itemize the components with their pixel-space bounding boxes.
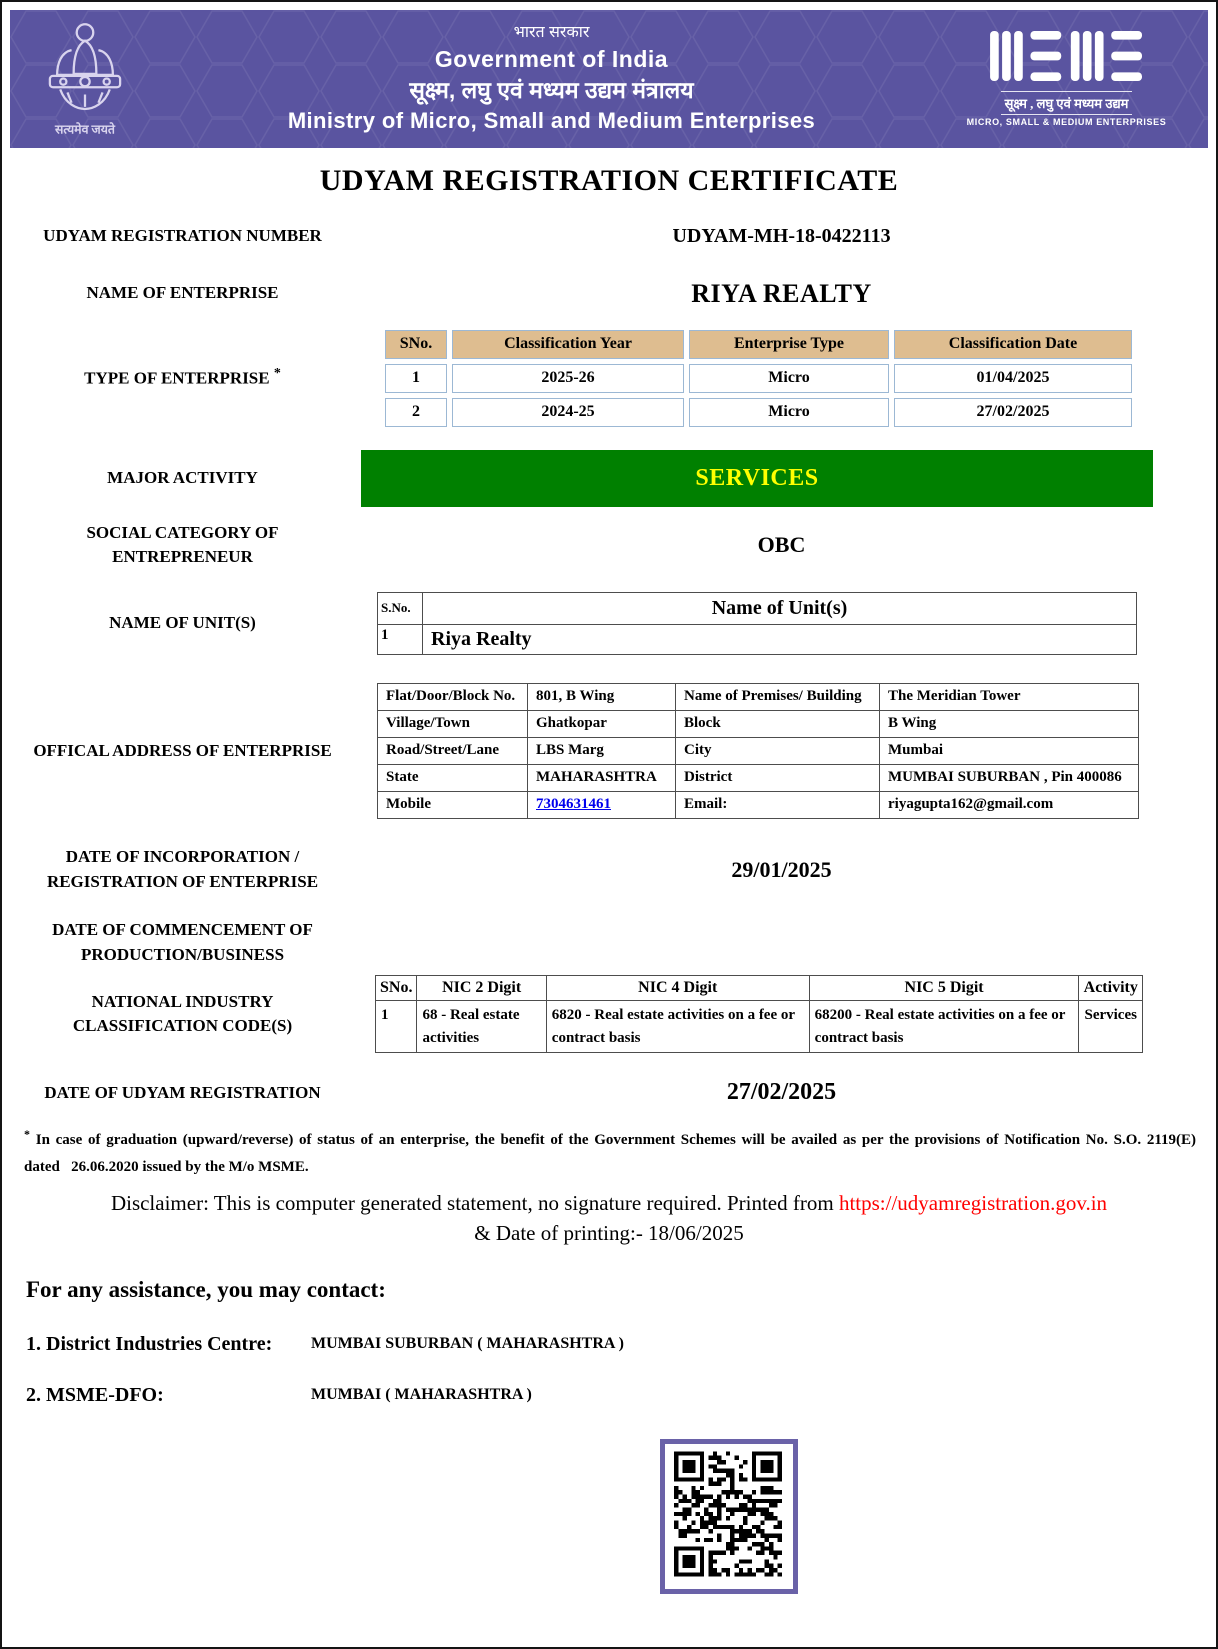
address-field-label: Village/Town bbox=[378, 710, 528, 737]
major-activity-label: MAJOR ACTIVITY bbox=[107, 467, 258, 487]
nic-header-cell: NIC 2 Digit bbox=[417, 976, 546, 1001]
units-row bbox=[378, 624, 1137, 654]
nic-cell: 6820 - Real estate activities on a fee or contract basis bbox=[546, 1001, 809, 1053]
address-field-label: Mobile bbox=[378, 791, 528, 818]
nic-cell: 68 - Real estate activities bbox=[417, 1001, 546, 1053]
header-hindi-government: भारत सरकार bbox=[513, 24, 590, 42]
header-hindi-ministry: सूक्ष्म, लघु एवं मध्यम उद्यम मंत्रालय bbox=[409, 76, 694, 103]
address-row bbox=[378, 683, 1139, 710]
address-field-value: 801, B Wing bbox=[528, 683, 676, 710]
classification-cell: 1 bbox=[385, 364, 447, 393]
nic-header-row bbox=[376, 976, 1143, 1001]
mobile-number-link[interactable]: 7304631461 bbox=[536, 796, 611, 813]
qr-code bbox=[660, 1439, 798, 1594]
classification-table bbox=[380, 325, 1137, 432]
units-cell: 1 bbox=[378, 624, 423, 654]
address-field-label: Block bbox=[676, 710, 880, 737]
urn-label: UDYAM REGISTRATION NUMBER bbox=[43, 226, 322, 245]
classification-cell: 01/04/2025 bbox=[894, 364, 1132, 393]
nic-cell: 68200 - Real estate activities on a fee or contract basis bbox=[809, 1001, 1079, 1053]
classification-cell: Micro bbox=[689, 398, 889, 427]
msme-dfo-label: 2. MSME-DFO: bbox=[26, 1383, 164, 1406]
address-field-label: Road/Street/Lane bbox=[378, 737, 528, 764]
msme-dfo-value: MUMBAI ( MAHARASHTRA ) bbox=[311, 1386, 532, 1404]
units-label: NAME OF UNIT(S) bbox=[109, 613, 256, 633]
address-field-label: City bbox=[676, 737, 880, 764]
qr-code-image bbox=[674, 1451, 782, 1577]
address-row bbox=[378, 791, 1139, 818]
type-of-enterprise-label: TYPE OF ENTERPRISE * bbox=[84, 366, 281, 389]
graduation-footnote: * In case of graduation (upward/reverse) of status of an enterprise, the benefit of the Government Schemes will be availed as per the provisions of Notification No. S.O. 2119(E) dated 26.06.2020 issued by the M/o MSME. bbox=[24, 1127, 1197, 1175]
social-category-value: OBC bbox=[757, 532, 806, 558]
district-industries-centre-value: MUMBAI SUBURBAN ( MAHARASHTRA ) bbox=[311, 1335, 624, 1353]
address-field-label: State bbox=[378, 764, 528, 791]
classification-cell: 27/02/2025 bbox=[894, 398, 1132, 427]
major-activity-value: SERVICES bbox=[695, 464, 819, 491]
classification-header-row bbox=[385, 330, 1132, 359]
nic-header-cell: SNo. bbox=[376, 976, 417, 1001]
classification-header-cell: SNo. bbox=[385, 330, 447, 359]
classification-header-cell: Classification Date bbox=[894, 330, 1132, 359]
enterprise-name-label: NAME OF ENTERPRISE bbox=[86, 283, 279, 303]
classification-cell: 2024-25 bbox=[452, 398, 684, 427]
disclaimer: Disclaimer: This is computer generated statement, no signature required. Printed from https://udyamregistration.gov.in & Date of printing:- 18/06/2025 bbox=[110, 1190, 1108, 1246]
urn-value: UDYAM-MH-18-0422113 bbox=[672, 224, 891, 247]
date-of-printing: & Date of printing:- 18/06/2025 bbox=[474, 1221, 744, 1246]
enterprise-name-value: RIYA REALTY bbox=[691, 278, 872, 308]
units-header-row bbox=[378, 592, 1137, 624]
address-field-label: Email: bbox=[676, 791, 880, 818]
address-field-value: The Meridian Tower bbox=[880, 683, 1139, 710]
nic-header-cell: NIC 5 Digit bbox=[809, 976, 1079, 1001]
classification-cell: 2025-26 bbox=[452, 364, 684, 393]
nic-label: NATIONAL INDUSTRY CLASSIFICATION CODE(S) bbox=[72, 991, 293, 1036]
udyam-registration-link[interactable]: https://udyamregistration.gov.in bbox=[838, 1190, 1108, 1215]
assistance-heading: For any assistance, you may contact: bbox=[26, 1276, 386, 1302]
header-ministry: Ministry of Micro, Small and Medium Enterprises bbox=[287, 108, 816, 133]
classification-header-cell: Classification Year bbox=[452, 330, 684, 359]
header-band bbox=[10, 10, 1208, 148]
address-row bbox=[378, 710, 1139, 737]
address-field-label: Name of Premises/ Building bbox=[676, 683, 880, 710]
certificate-title: UDYAM REGISTRATION CERTIFICATE bbox=[319, 164, 899, 197]
address-label: OFFICAL ADDRESS OF ENTERPRISE bbox=[33, 740, 332, 760]
address-table bbox=[377, 683, 1139, 819]
classification-cell: 2 bbox=[385, 398, 447, 427]
district-industries-centre-label: 1. District Industries Centre: bbox=[26, 1332, 273, 1355]
msme-logo-english: MICRO, SMALL & MEDIUM ENTERPRISES bbox=[966, 117, 1167, 127]
classification-header-cell: Enterprise Type bbox=[689, 330, 889, 359]
type-asterisk: * bbox=[273, 366, 281, 382]
emblem-motto: सत्यमेव जयते bbox=[55, 122, 115, 137]
address-row bbox=[378, 764, 1139, 791]
classification-row bbox=[385, 398, 1132, 427]
classification-row bbox=[385, 364, 1132, 393]
msme-logo bbox=[943, 31, 1208, 127]
msme-logo-hindi: सूक्ष्म , लघु एवं मध्यम उद्यम bbox=[1001, 91, 1133, 115]
nic-table bbox=[375, 975, 1143, 1053]
commencement-date-label: DATE OF COMMENCEMENT OF PRODUCTION/BUSINESS bbox=[52, 920, 313, 964]
incorporation-date-label: DATE OF INCORPORATION / REGISTRATION OF ENTERPRISE bbox=[46, 846, 319, 891]
nic-cell: Services bbox=[1079, 1001, 1143, 1053]
units-table bbox=[377, 592, 1137, 655]
footnote-asterisk: * bbox=[24, 1127, 30, 1142]
units-header-cell: S.No. bbox=[378, 592, 423, 624]
social-category-label: SOCIAL CATEGORY OF ENTREPRENEUR bbox=[86, 522, 279, 567]
nic-header-cell: NIC 4 Digit bbox=[546, 976, 809, 1001]
address-field-value: riyagupta162@gmail.com bbox=[880, 791, 1139, 818]
units-cell: Riya Realty bbox=[423, 624, 1137, 654]
nic-header-cell: Activity bbox=[1079, 976, 1143, 1001]
address-row bbox=[378, 737, 1139, 764]
classification-cell: Micro bbox=[689, 364, 889, 393]
address-field-value: B Wing bbox=[880, 710, 1139, 737]
nic-row bbox=[376, 1001, 1143, 1053]
address-field-value: LBS Marg bbox=[528, 737, 676, 764]
units-header-cell: Name of Unit(s) bbox=[423, 592, 1137, 624]
incorporation-date-value: 29/01/2025 bbox=[731, 856, 832, 882]
address-field-value bbox=[528, 791, 676, 818]
major-activity-bar bbox=[361, 450, 1153, 507]
address-field-label: District bbox=[676, 764, 880, 791]
address-field-label: Flat/Door/Block No. bbox=[378, 683, 528, 710]
ashoka-emblem-icon bbox=[33, 16, 137, 142]
header-government-of-india: Government of India bbox=[434, 45, 669, 72]
address-field-value: Mumbai bbox=[880, 737, 1139, 764]
udyam-registration-date-label: DATE OF UDYAM REGISTRATION bbox=[44, 1082, 321, 1102]
nic-cell: 1 bbox=[376, 1001, 417, 1053]
msme-logo-icon bbox=[987, 31, 1147, 81]
address-field-value: MAHARASHTRA bbox=[528, 764, 676, 791]
address-field-value: Ghatkopar bbox=[528, 710, 676, 737]
address-field-value: MUMBAI SUBURBAN , Pin 400086 bbox=[880, 764, 1139, 791]
udyam-registration-date-value: 27/02/2025 bbox=[726, 1079, 837, 1106]
